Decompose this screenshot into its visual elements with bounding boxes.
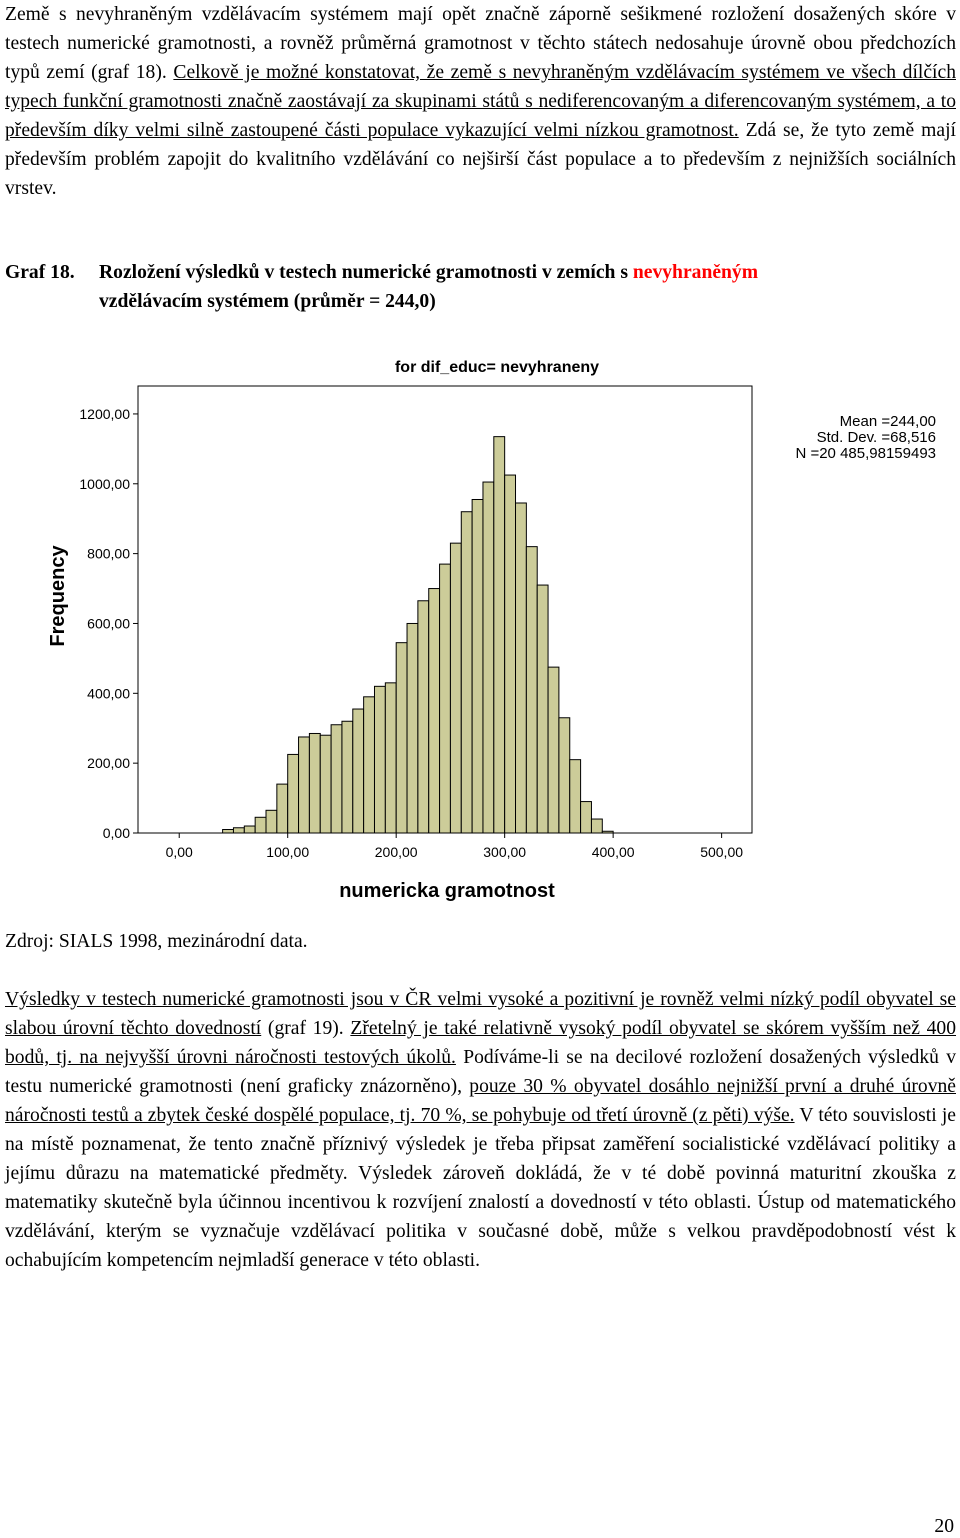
y-tick-label: 400,00 bbox=[87, 685, 130, 702]
histogram-bar bbox=[288, 754, 299, 833]
x-tick-label: 400,00 bbox=[591, 844, 635, 860]
histogram-bar bbox=[320, 735, 331, 833]
histogram-bar bbox=[570, 760, 581, 833]
body-segment-underlined: Zřetelný je také relativně vysoký podíl obyvatel se skórem vyšším než 400 bodů, tj. na nejvyšší úrovni náročnosti testových úkolů. bbox=[5, 1018, 957, 1068]
histogram-bar bbox=[233, 828, 244, 833]
y-tick-label: 600,00 bbox=[87, 615, 130, 632]
y-tick-label: 1000,00 bbox=[79, 475, 130, 492]
x-axis-label: numericka gramotnost bbox=[339, 880, 555, 902]
x-tick-label: 300,00 bbox=[483, 844, 527, 860]
histogram-bar bbox=[353, 709, 364, 833]
intro-segment: Zdá se, že tyto země mají především problém zapojit do kvalitního vzdělávání co nejširší část populace a to především z nejnižších sociálních vrstev. bbox=[5, 120, 956, 199]
x-tick-label: 0,00 bbox=[165, 844, 193, 860]
histogram-bar bbox=[407, 623, 418, 833]
histogram-bar bbox=[548, 667, 559, 833]
histogram-bar bbox=[385, 683, 396, 833]
caption-highlight: nevyhraněným bbox=[632, 262, 759, 283]
histogram-svg bbox=[0, 340, 960, 920]
body-segment: Podíváme-li se na decilové rozložení dosažených výsledků v testu numerické gramotnosti (není graficky znázorněno), bbox=[5, 1047, 956, 1097]
histogram-bar bbox=[255, 817, 266, 833]
histogram-bar bbox=[494, 437, 505, 833]
histogram-bar bbox=[472, 499, 483, 833]
histogram-bar bbox=[309, 733, 320, 833]
y-tick-label: 0,00 bbox=[102, 825, 130, 841]
histogram-bar bbox=[559, 718, 570, 833]
caption-text: Rozložení výsledků v testech numerické gramotnosti v zemích s bbox=[99, 262, 633, 283]
stats-line: Mean =244,00 bbox=[839, 413, 936, 430]
histogram-bar bbox=[266, 810, 277, 833]
histogram-bar bbox=[440, 564, 451, 833]
histogram-bar bbox=[505, 475, 516, 833]
histogram-bar bbox=[223, 830, 234, 833]
histogram-bar bbox=[244, 826, 255, 833]
histogram-chart bbox=[0, 340, 960, 920]
histogram-bar bbox=[418, 601, 429, 833]
y-tick-label: 200,00 bbox=[87, 755, 130, 772]
histogram-bar bbox=[537, 585, 548, 833]
histogram-bar bbox=[461, 512, 472, 833]
figure-label: Graf 18. bbox=[5, 262, 75, 283]
histogram-bar bbox=[483, 482, 494, 833]
y-axis-label: Frequency bbox=[47, 545, 69, 647]
intro-paragraph bbox=[5, 0, 956, 203]
y-tick-label: 1200,00 bbox=[79, 405, 130, 422]
body-segment-underlined: pouze 30 % obyvatel dosáhlo nejnižší první a druhé úrovně náročnosti testů a zbytek české dospělé populace, tj. 70 %, se pohybuje od třetí úrovně (z pěti) výše. bbox=[5, 1076, 956, 1126]
body-paragraph bbox=[5, 985, 956, 1275]
caption-line2: vzdělávacím systémem (průměr = 244,0) bbox=[99, 291, 436, 312]
histogram-bar bbox=[342, 721, 353, 833]
histogram-bar bbox=[591, 819, 602, 833]
histogram-bar bbox=[364, 697, 375, 833]
histogram-bar bbox=[526, 547, 537, 833]
x-tick-label: 200,00 bbox=[374, 844, 418, 860]
chart-title: for dif_educ= nevyhraneny bbox=[394, 359, 600, 376]
source-note: Zdroj: SIALS 1998, mezinárodní data. bbox=[5, 931, 308, 952]
stats-line: N =20 485,98159493 bbox=[795, 445, 936, 462]
histogram-bar bbox=[396, 643, 407, 833]
x-tick-label: 500,00 bbox=[700, 844, 744, 860]
body-segment: V této souvislosti je na místě poznamenat, že tento značně příznivý výsledek je třeba připsat zaměření socialistické vzdělávací politiky a jejímu důrazu na matematické předměty. Výsledek zároveň dokládá, že v té době povinná maturitní zkouška z matematiky skutečně byla účinnou incentivou k rozvíjení znalostí a dovedností v této oblasti. Ústup od matematického vzdělávání, kterým se vyznačuje vzdělávací politika v současné době, může s velkou pravděpodobností vést k ochabujícím kompetencím nejmladší generace v této oblasti. bbox=[5, 1105, 956, 1271]
histogram-bar bbox=[516, 503, 527, 833]
body-segment: (graf 19). bbox=[261, 1018, 351, 1039]
intro-segment-underlined: Celkově je možné konstatovat, že země s nevyhraněným vzdělávacím systémem ve všech dílčích typech funkční gramotnosti značně zaostávají za skupinami států s nediferencovaným a diferencovaným systémem, a to především díky velmi silně zastoupené části populace vykazující velmi nízkou gramotnost. bbox=[5, 62, 956, 141]
intro-segment: Země s nevyhraněným vzdělávacím systémem mají opět značně záporně sešikmené rozložení dosažených skóre v testech numerické gramotnosti, a rovněž průměrná gramotnost v těchto státech nedosahuje úrovně obou předchozích typů zemí (graf 18). bbox=[5, 4, 956, 83]
histogram-bar bbox=[277, 784, 288, 833]
histogram-bar bbox=[581, 802, 592, 833]
histogram-bar bbox=[299, 737, 310, 833]
histogram-bar bbox=[331, 725, 342, 833]
figure-caption bbox=[5, 258, 956, 316]
body-segment-underlined: Výsledky v testech numerické gramotnosti jsou v ČR velmi vysoké a pozitivní je rovněž velmi nízký podíl obyvatel se slabou úrovní těchto dovedností bbox=[5, 989, 956, 1039]
histogram-bar bbox=[429, 589, 440, 833]
y-tick-label: 800,00 bbox=[87, 545, 130, 562]
histogram-bar bbox=[374, 686, 385, 833]
histogram-bar bbox=[450, 543, 461, 833]
page-number: 20 bbox=[934, 1516, 954, 1537]
x-tick-label: 100,00 bbox=[266, 844, 310, 860]
stats-line: Std. Dev. =68,516 bbox=[816, 429, 936, 446]
